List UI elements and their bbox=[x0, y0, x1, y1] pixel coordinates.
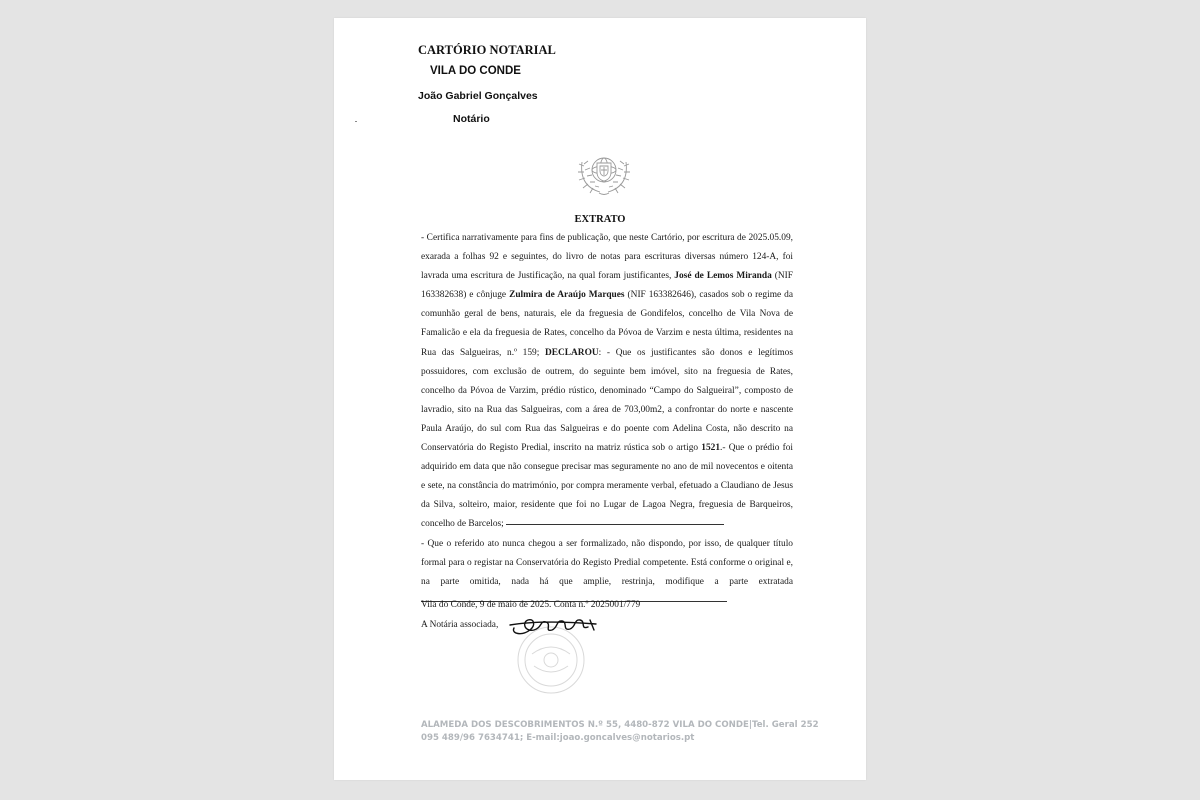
notary-role: Notário bbox=[453, 113, 490, 125]
scan-speck bbox=[355, 121, 357, 122]
footer-address: ALAMEDA DOS DESCOBRIMENTOS N.º 55, 4480-872 VILA DO CONDE|Tel. Geral 252 bbox=[421, 720, 819, 730]
text-segment: : - Que os justificantes são donos e legítimos possuidores, com exclusão de outrem, do seguinte bem imóvel, sito na freguesia de Rates, concelho da Póvoa de Varzim, prédio rústico, denominado “Campo do Salgueiral”, composto de lavradio, sito na Rua das Salgueiras, com a área de 703,00m2, a confrontar do norte e nascente Paula Araújo, do sul com Rua das Salgueiras e do poente com Adelina Costa, não descrito na Conservatória do Registo Predial, inscrito na matriz rústica sob o artigo bbox=[421, 347, 793, 454]
text-segment: - Que o referido ato nunca chegou a ser formalizado, não dispondo, por isso, de qualquer título formal para o registar na Conservatória do Registo Predial competente. Está conforme o original e, na parte omitida, nada há que amplie, restrinja, modifique a parte extratada bbox=[421, 538, 793, 587]
text-segment: (NIF 163382638) e cônjuge bbox=[421, 271, 793, 301]
article-number: 1521 bbox=[701, 443, 721, 454]
document-page bbox=[334, 18, 866, 780]
signatory-label: A Notária associada, bbox=[421, 620, 499, 630]
handwritten-signature bbox=[508, 612, 600, 638]
office-town: VILA DO CONDE bbox=[430, 65, 521, 77]
paragraph-justification bbox=[421, 229, 793, 535]
text-segment: - Certifica narrativamente para fins de publicação, que neste Cartório, por escritura de 2025.05.09, exarada a folhas 92 e seguintes, do livro de notas para escrituras diversas número 124-A, foi lavrada uma escritura de Justificação, na qual foram justificantes, bbox=[421, 233, 793, 282]
justificant-name-1: José de Lemos Miranda bbox=[674, 271, 772, 282]
office-footer bbox=[421, 719, 819, 744]
extract-body bbox=[421, 229, 793, 611]
coat-of-arms-icon bbox=[572, 148, 636, 198]
justificant-name-2: Zulmira de Araújo Marques bbox=[509, 290, 625, 301]
document-title: EXTRATO bbox=[574, 214, 626, 225]
declarou-label: DECLAROU bbox=[544, 347, 599, 358]
text-segment: .- Que o prédio foi adquirido em data que não consegue precisar mas seguramente no ano de mil novecentos e oitenta e sete, na constância do matrimónio, por compra meramente verbal, efetuado a Claudiano de Jesus da Silva, solteiro, maior, residente que foi no Lugar de Lagoa Negra, freguesia de Barqueiros, concelho de Barcelos; bbox=[421, 443, 793, 530]
date-account-line: Vila do Conde, 9 de maio de 2025. Conta n.º 2025001/779 bbox=[421, 600, 641, 610]
office-name: CARTÓRIO NOTARIAL bbox=[418, 43, 556, 57]
footer-contacts: 095 489/96 7634741; E-mail:joao.goncalves@notarios.pt bbox=[421, 732, 695, 743]
fill-line bbox=[506, 523, 724, 525]
notary-name: João Gabriel Gonçalves bbox=[418, 90, 538, 102]
text-segment: (NIF 163382646), casados sob o regime da comunhão geral de bens, naturais, ele da freguesia de Gondifelos, concelho de Vila Nova de Famalicão e ela da freguesia de Rates, concelho da Póvoa de Varzim e nesta última, residentes na Rua das Salgueiras, n.º 159; bbox=[421, 290, 793, 358]
